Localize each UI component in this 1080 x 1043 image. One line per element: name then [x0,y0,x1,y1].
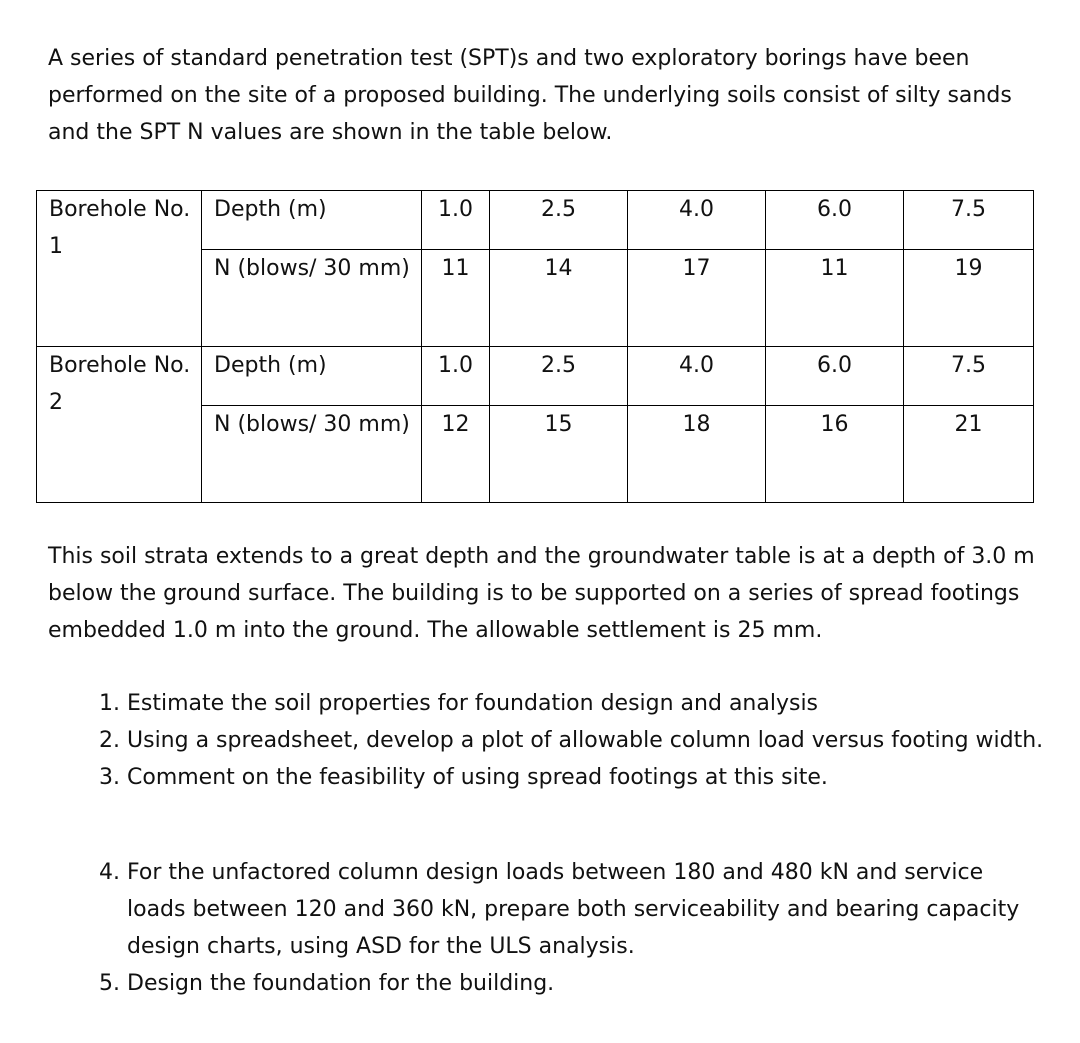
depth-value: 2.5 [490,347,628,406]
depth-value: 1.0 [422,191,490,250]
table-row [37,191,1034,250]
table-row [37,347,1034,406]
n-value: 14 [490,250,628,347]
intro-paragraph: A series of standard penetration test (SPT)s and two exploratory borings have been performed on the site of a proposed building. The underlying soils consist of silty sands and the SPT N values are shown in the table below. [48,46,1012,145]
list-item: 5. Design the foundation for the building. [127,965,1047,1002]
depth-value: 4.0 [628,191,766,250]
task-list-continued [82,854,1047,1002]
borehole-name: Borehole No. 1 [37,191,202,347]
n-value: 19 [904,250,1034,347]
n-value: 12 [422,406,490,503]
depth-value: 6.0 [766,191,904,250]
n-value: 21 [904,406,1034,503]
depth-value: 4.0 [628,347,766,406]
list-item: 1. Estimate the soil properties for foundation design and analysis [127,685,1047,722]
n-value: 17 [628,250,766,347]
list-item: 4. For the unfactored column design loads between 180 and 480 kN and service loads between 120 and 360 kN, prepare both serviceability and bearing capacity design charts, using ASD for the ULS analysis. [127,854,1047,965]
n-value: 16 [766,406,904,503]
borehole-name: Borehole No. 2 [37,347,202,503]
depth-value: 6.0 [766,347,904,406]
n-value: 11 [766,250,904,347]
n-value: 18 [628,406,766,503]
depth-value: 1.0 [422,347,490,406]
depth-label: Depth (m) [202,191,422,250]
list-item: 3. Comment on the feasibility of using spread footings at this site. [127,759,1047,796]
depth-value: 7.5 [904,347,1034,406]
n-label: N (blows/ 30 mm) [202,406,422,503]
n-value: 15 [490,406,628,503]
depth-label: Depth (m) [202,347,422,406]
spt-table [36,190,1034,503]
n-value: 11 [422,250,490,347]
task-list [82,685,1047,796]
depth-value: 7.5 [904,191,1034,250]
n-label: N (blows/ 30 mm) [202,250,422,347]
context-paragraph: This soil strata extends to a great depth and the groundwater table is at a depth of 3.0 m below the ground surface. The building is to be supported on a series of spread footings embedded 1.0 m into the ground. The allowable settlement is 25 mm. [48,544,1035,643]
depth-value: 2.5 [490,191,628,250]
list-item: 2. Using a spreadsheet, develop a plot of allowable column load versus footing width. [127,722,1047,759]
